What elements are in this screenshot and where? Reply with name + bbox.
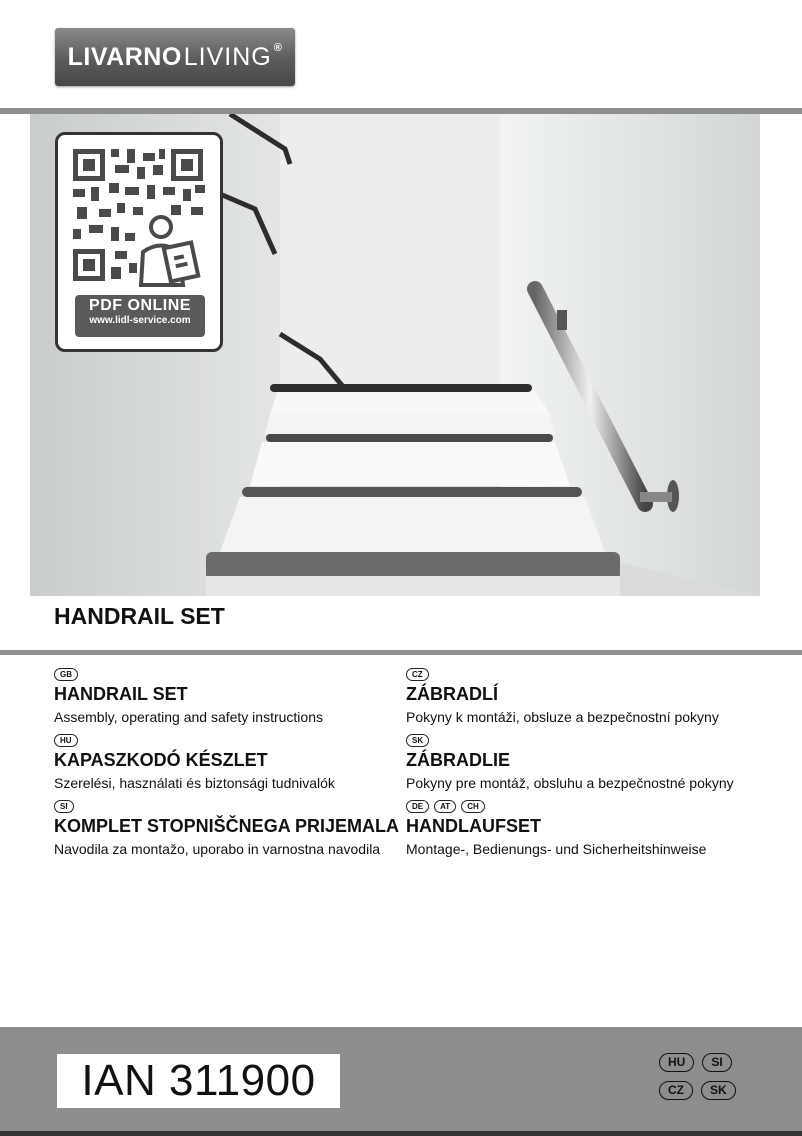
language-block <box>54 668 404 727</box>
language-column-right <box>406 668 756 866</box>
footer-country-badge: HU <box>659 1053 694 1072</box>
language-block <box>406 668 756 727</box>
country-flags <box>54 668 404 682</box>
footer-country-badge: SI <box>702 1053 731 1072</box>
language-description: Pokyny k montáži, obsluze a bezpečnostní pokyny <box>406 709 719 725</box>
footer-badge-row <box>659 1081 749 1100</box>
pdf-online-badge <box>75 295 205 337</box>
language-title: HANDLAUFSET <box>406 816 541 836</box>
language-description: Assembly, operating and safety instructions <box>54 709 323 725</box>
registered-mark: ® <box>273 42 283 54</box>
brand-name-bold: LIVARNO <box>67 42 182 71</box>
footer-country-badges <box>659 1053 749 1109</box>
language-block <box>54 734 404 793</box>
country-code-badge: CH <box>461 800 485 813</box>
product-title: HANDRAIL SET <box>54 603 225 629</box>
country-code-badge: HU <box>54 734 78 747</box>
middle-divider <box>0 650 802 655</box>
country-flags <box>54 800 404 814</box>
ian-number: IAN 311900 <box>57 1054 340 1108</box>
bottom-divider <box>0 1131 802 1136</box>
brand-logo <box>55 28 295 86</box>
language-description: Pokyny pre montáž, obsluhu a bezpečnostné pokyny <box>406 775 734 791</box>
pdf-online-title: PDF ONLINE <box>89 297 191 314</box>
country-flags <box>406 734 756 748</box>
country-code-badge: CZ <box>406 668 429 681</box>
language-title: KAPASZKODÓ KÉSZLET <box>54 750 268 770</box>
qr-code-card <box>55 132 223 352</box>
language-title: HANDRAIL SET <box>54 684 188 704</box>
language-block <box>406 800 756 859</box>
country-flags <box>406 668 756 682</box>
language-block <box>406 734 756 793</box>
country-code-badge: SI <box>54 800 74 813</box>
language-description: Szerelési, használati és biztonsági tudnivalók <box>54 775 335 791</box>
language-block <box>54 800 404 859</box>
qr-code-icon <box>71 147 207 287</box>
country-code-badge: DE <box>406 800 429 813</box>
footer-country-badge: SK <box>701 1081 736 1100</box>
brand-name-light: LIVING <box>183 42 272 71</box>
country-flags <box>54 734 404 748</box>
language-description: Navodila za montažo, uporabo in varnostna navodila <box>54 841 381 857</box>
country-code-badge: AT <box>434 800 456 813</box>
country-code-badge: GB <box>54 668 78 681</box>
language-column-left <box>54 668 404 866</box>
language-description: Montage-, Bedienungs- und Sicherheitshinweise <box>406 841 707 857</box>
footer-country-badge: CZ <box>659 1081 693 1100</box>
country-code-badge: SK <box>406 734 429 747</box>
language-title: ZÁBRADLIE <box>406 750 510 770</box>
pdf-online-url: www.lidl-service.com <box>89 315 191 326</box>
language-title: ZÁBRADLÍ <box>406 684 498 704</box>
footer-badge-row <box>659 1053 749 1072</box>
country-flags <box>406 800 756 814</box>
language-title: KOMPLET STOPNIŠČNEGA PRIJEMALA <box>54 816 400 836</box>
